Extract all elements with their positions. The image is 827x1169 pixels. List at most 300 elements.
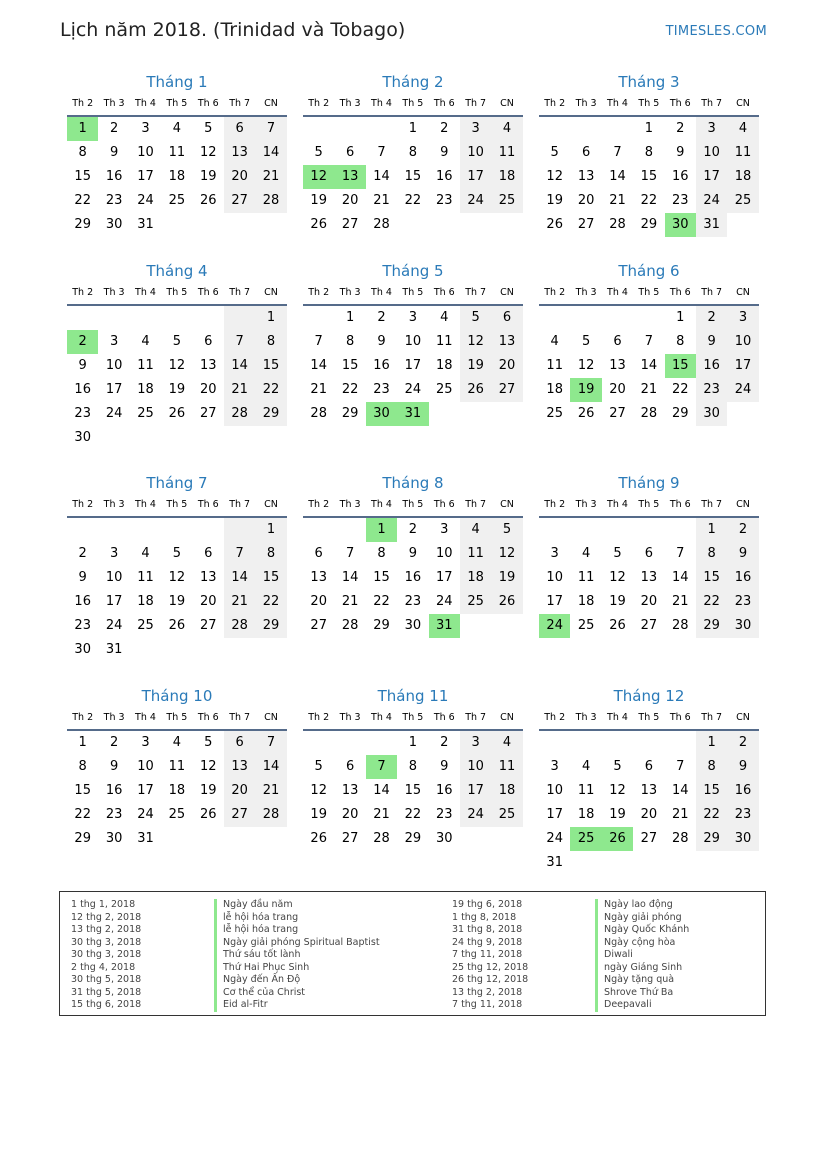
- day-cell[interactable]: 27: [640, 618, 658, 633]
- day-cell[interactable]: 10: [404, 334, 422, 349]
- day-cell[interactable]: 9: [78, 570, 87, 585]
- day-cell[interactable]: 9: [696, 330, 727, 354]
- day-cell[interactable]: 1: [366, 518, 397, 542]
- day-cell[interactable]: 11: [546, 358, 563, 373]
- day-cell[interactable]: 5: [460, 306, 491, 330]
- day-cell[interactable]: 7: [366, 755, 397, 779]
- day-cell[interactable]: 23: [373, 382, 390, 397]
- day-cell[interactable]: 11: [168, 145, 186, 160]
- day-cell[interactable]: 21: [671, 594, 689, 609]
- day-cell[interactable]: 25: [727, 189, 758, 213]
- day-cell[interactable]: 26: [609, 618, 626, 633]
- day-cell[interactable]: 10: [696, 141, 727, 165]
- day-cell[interactable]: 2: [109, 735, 119, 750]
- day-cell[interactable]: 19: [609, 807, 626, 822]
- day-cell[interactable]: 23: [404, 594, 422, 609]
- day-cell[interactable]: 10: [546, 783, 563, 798]
- day-cell[interactable]: 7: [644, 334, 653, 349]
- day-cell[interactable]: 9: [440, 145, 449, 160]
- day-cell[interactable]: 4: [172, 735, 181, 750]
- day-cell[interactable]: 9: [440, 759, 449, 774]
- day-cell[interactable]: 6: [224, 731, 255, 755]
- day-cell[interactable]: 1: [255, 518, 286, 542]
- day-cell[interactable]: 5: [204, 735, 213, 750]
- day-cell[interactable]: 11: [460, 542, 491, 566]
- day-cell[interactable]: 2: [67, 330, 98, 354]
- day-cell[interactable]: 24: [539, 614, 570, 638]
- day-cell[interactable]: 26: [546, 217, 563, 232]
- day-cell[interactable]: 30: [74, 642, 91, 657]
- day-cell[interactable]: 10: [460, 141, 491, 165]
- day-cell[interactable]: 6: [644, 759, 653, 774]
- day-cell[interactable]: 3: [696, 117, 727, 141]
- day-cell[interactable]: 16: [74, 382, 91, 397]
- day-cell[interactable]: 7: [314, 334, 323, 349]
- day-cell[interactable]: 24: [105, 406, 123, 421]
- day-cell[interactable]: 3: [550, 759, 559, 774]
- brand-link[interactable]: TIMESLES.COM: [665, 24, 767, 39]
- day-cell[interactable]: 24: [105, 618, 123, 633]
- day-cell[interactable]: 14: [609, 169, 626, 184]
- day-cell[interactable]: 17: [546, 807, 563, 822]
- day-cell[interactable]: 12: [460, 330, 491, 354]
- day-cell[interactable]: 15: [373, 570, 390, 585]
- day-cell[interactable]: 18: [460, 566, 491, 590]
- day-cell[interactable]: 14: [671, 570, 689, 585]
- day-cell[interactable]: 27: [640, 831, 658, 846]
- day-cell[interactable]: 16: [727, 779, 758, 803]
- day-cell[interactable]: 15: [74, 783, 91, 798]
- day-cell[interactable]: 31: [696, 213, 727, 237]
- day-cell[interactable]: 4: [727, 117, 758, 141]
- day-cell[interactable]: 6: [224, 117, 255, 141]
- day-cell[interactable]: 11: [491, 141, 522, 165]
- day-cell[interactable]: 23: [105, 193, 123, 208]
- day-cell[interactable]: 11: [137, 358, 154, 373]
- day-cell[interactable]: 19: [310, 807, 327, 822]
- day-cell[interactable]: 11: [727, 141, 758, 165]
- day-cell[interactable]: 30: [105, 831, 123, 846]
- day-cell[interactable]: 20: [609, 382, 626, 397]
- day-cell[interactable]: 16: [105, 783, 123, 798]
- day-cell[interactable]: 13: [640, 570, 658, 585]
- day-cell[interactable]: 31: [546, 855, 563, 870]
- day-cell[interactable]: 5: [172, 546, 181, 561]
- day-cell[interactable]: 18: [577, 594, 595, 609]
- day-cell[interactable]: 30: [105, 217, 123, 232]
- day-cell[interactable]: 17: [404, 358, 422, 373]
- day-cell[interactable]: 26: [310, 217, 327, 232]
- day-cell[interactable]: 15: [74, 169, 91, 184]
- day-cell[interactable]: 18: [435, 358, 453, 373]
- day-cell[interactable]: 15: [255, 354, 286, 378]
- day-cell[interactable]: 2: [440, 121, 449, 136]
- day-cell[interactable]: 28: [255, 803, 286, 827]
- day-cell[interactable]: 26: [491, 590, 522, 614]
- day-cell[interactable]: 1: [644, 121, 653, 136]
- day-cell[interactable]: 29: [74, 217, 91, 232]
- day-cell[interactable]: 28: [373, 831, 390, 846]
- day-cell[interactable]: 24: [696, 189, 727, 213]
- day-cell[interactable]: 8: [255, 542, 286, 566]
- day-cell[interactable]: 18: [168, 169, 186, 184]
- day-cell[interactable]: 24: [435, 594, 453, 609]
- day-cell[interactable]: 1: [78, 735, 87, 750]
- day-cell[interactable]: 12: [303, 165, 334, 189]
- day-cell[interactable]: 28: [224, 402, 255, 426]
- day-cell[interactable]: 4: [172, 121, 181, 136]
- day-cell[interactable]: 18: [491, 165, 522, 189]
- day-cell[interactable]: 5: [172, 334, 181, 349]
- day-cell[interactable]: 13: [609, 358, 626, 373]
- day-cell[interactable]: 1: [255, 306, 286, 330]
- day-cell[interactable]: 23: [671, 193, 689, 208]
- day-cell[interactable]: 7: [676, 759, 685, 774]
- day-cell[interactable]: 12: [546, 169, 563, 184]
- day-cell[interactable]: 13: [640, 783, 658, 798]
- day-cell[interactable]: 6: [345, 759, 355, 774]
- day-cell[interactable]: 2: [408, 522, 417, 537]
- day-cell[interactable]: 5: [491, 518, 522, 542]
- day-cell[interactable]: 22: [255, 590, 286, 614]
- day-cell[interactable]: 13: [310, 570, 327, 585]
- day-cell[interactable]: 26: [577, 406, 595, 421]
- day-cell[interactable]: 15: [341, 358, 359, 373]
- day-cell[interactable]: 22: [696, 590, 727, 614]
- day-cell[interactable]: 26: [168, 618, 186, 633]
- day-cell[interactable]: 17: [546, 594, 563, 609]
- day-cell[interactable]: 8: [345, 334, 355, 349]
- day-cell[interactable]: 14: [373, 783, 390, 798]
- day-cell[interactable]: 20: [640, 594, 658, 609]
- day-cell[interactable]: 8: [377, 546, 386, 561]
- day-cell[interactable]: 15: [665, 354, 696, 378]
- day-cell[interactable]: 29: [696, 614, 727, 638]
- day-cell[interactable]: 20: [640, 807, 658, 822]
- day-cell[interactable]: 27: [341, 831, 359, 846]
- day-cell[interactable]: 13: [491, 330, 522, 354]
- day-cell[interactable]: 29: [696, 827, 727, 851]
- day-cell[interactable]: 24: [404, 382, 422, 397]
- day-cell[interactable]: 31: [429, 614, 460, 638]
- day-cell[interactable]: 7: [224, 330, 255, 354]
- day-cell[interactable]: 4: [491, 117, 522, 141]
- day-cell[interactable]: 8: [78, 145, 87, 160]
- day-cell[interactable]: 22: [404, 193, 422, 208]
- day-cell[interactable]: 25: [435, 382, 453, 397]
- day-cell[interactable]: 13: [199, 358, 217, 373]
- day-cell[interactable]: 19: [168, 382, 186, 397]
- day-cell[interactable]: 29: [671, 406, 689, 421]
- day-cell[interactable]: 19: [168, 594, 186, 609]
- day-cell[interactable]: 4: [440, 310, 449, 325]
- day-cell[interactable]: 24: [137, 807, 154, 822]
- day-cell[interactable]: 3: [727, 306, 758, 330]
- day-cell[interactable]: 24: [137, 193, 154, 208]
- day-cell[interactable]: 9: [727, 542, 758, 566]
- day-cell[interactable]: 22: [671, 382, 689, 397]
- day-cell[interactable]: 7: [255, 117, 286, 141]
- day-cell[interactable]: 11: [137, 570, 154, 585]
- day-cell[interactable]: 12: [168, 358, 186, 373]
- day-cell[interactable]: 29: [640, 217, 658, 232]
- day-cell[interactable]: 28: [373, 217, 390, 232]
- day-cell[interactable]: 3: [109, 546, 119, 561]
- day-cell[interactable]: 29: [373, 618, 390, 633]
- day-cell[interactable]: 16: [435, 169, 453, 184]
- day-cell[interactable]: 28: [310, 406, 327, 421]
- day-cell[interactable]: 5: [581, 334, 591, 349]
- day-cell[interactable]: 23: [696, 378, 727, 402]
- day-cell[interactable]: 2: [727, 518, 758, 542]
- day-cell[interactable]: 28: [609, 217, 626, 232]
- day-cell[interactable]: 17: [137, 783, 154, 798]
- day-cell[interactable]: 27: [609, 406, 626, 421]
- day-cell[interactable]: 10: [105, 358, 123, 373]
- day-cell[interactable]: 27: [491, 378, 522, 402]
- day-cell[interactable]: 6: [644, 546, 653, 561]
- day-cell[interactable]: 21: [255, 779, 286, 803]
- day-cell[interactable]: 30: [404, 618, 422, 633]
- day-cell[interactable]: 8: [644, 145, 653, 160]
- day-cell[interactable]: 8: [676, 334, 685, 349]
- day-cell[interactable]: 6: [491, 306, 522, 330]
- day-cell[interactable]: 6: [204, 334, 213, 349]
- day-cell[interactable]: 3: [141, 121, 150, 136]
- day-cell[interactable]: 17: [696, 165, 727, 189]
- day-cell[interactable]: 25: [577, 618, 595, 633]
- day-cell[interactable]: 22: [74, 193, 91, 208]
- day-cell[interactable]: 22: [404, 807, 422, 822]
- day-cell[interactable]: 28: [255, 189, 286, 213]
- day-cell[interactable]: 19: [609, 594, 626, 609]
- day-cell[interactable]: 10: [546, 570, 563, 585]
- day-cell[interactable]: 27: [199, 618, 217, 633]
- day-cell[interactable]: 28: [640, 406, 658, 421]
- day-cell[interactable]: 24: [727, 378, 758, 402]
- day-cell[interactable]: 17: [435, 570, 453, 585]
- day-cell[interactable]: 17: [137, 169, 154, 184]
- day-cell[interactable]: 10: [727, 330, 758, 354]
- day-cell[interactable]: 23: [74, 406, 91, 421]
- day-cell[interactable]: 16: [74, 594, 91, 609]
- day-cell[interactable]: 12: [609, 570, 626, 585]
- day-cell[interactable]: 14: [640, 358, 658, 373]
- day-cell[interactable]: 3: [550, 546, 559, 561]
- day-cell[interactable]: 20: [224, 165, 255, 189]
- day-cell[interactable]: 22: [373, 594, 390, 609]
- day-cell[interactable]: 26: [310, 831, 327, 846]
- day-cell[interactable]: 25: [460, 590, 491, 614]
- day-cell[interactable]: 1: [696, 518, 727, 542]
- day-cell[interactable]: 30: [696, 402, 727, 426]
- day-cell[interactable]: 24: [460, 189, 491, 213]
- day-cell[interactable]: 12: [310, 783, 327, 798]
- day-cell[interactable]: 29: [404, 831, 422, 846]
- day-cell[interactable]: 7: [613, 145, 622, 160]
- day-cell[interactable]: 15: [404, 169, 422, 184]
- day-cell[interactable]: 5: [613, 759, 622, 774]
- day-cell[interactable]: 24: [546, 831, 563, 846]
- day-cell[interactable]: 17: [460, 779, 491, 803]
- day-cell[interactable]: 19: [199, 169, 217, 184]
- day-cell[interactable]: 10: [460, 755, 491, 779]
- day-cell[interactable]: 6: [613, 334, 622, 349]
- day-cell[interactable]: 14: [255, 755, 286, 779]
- day-cell[interactable]: 17: [105, 382, 123, 397]
- day-cell[interactable]: 9: [676, 145, 685, 160]
- day-cell[interactable]: 2: [109, 121, 119, 136]
- day-cell[interactable]: 13: [341, 783, 359, 798]
- day-cell[interactable]: 11: [577, 570, 595, 585]
- day-cell[interactable]: 15: [404, 783, 422, 798]
- day-cell[interactable]: 28: [224, 614, 255, 638]
- day-cell[interactable]: 11: [577, 783, 595, 798]
- day-cell[interactable]: 10: [105, 570, 123, 585]
- day-cell[interactable]: 4: [141, 334, 150, 349]
- day-cell[interactable]: 5: [613, 546, 622, 561]
- day-cell[interactable]: 30: [665, 213, 696, 237]
- day-cell[interactable]: 3: [460, 117, 491, 141]
- day-cell[interactable]: 7: [255, 731, 286, 755]
- day-cell[interactable]: 8: [408, 145, 417, 160]
- day-cell[interactable]: 23: [727, 590, 758, 614]
- day-cell[interactable]: 19: [491, 566, 522, 590]
- day-cell[interactable]: 29: [341, 406, 359, 421]
- day-cell[interactable]: 2: [440, 735, 449, 750]
- day-cell[interactable]: 18: [491, 779, 522, 803]
- day-cell[interactable]: 13: [224, 141, 255, 165]
- day-cell[interactable]: 7: [676, 546, 685, 561]
- day-cell[interactable]: 21: [640, 382, 658, 397]
- day-cell[interactable]: 27: [310, 618, 327, 633]
- day-cell[interactable]: 17: [105, 594, 123, 609]
- day-cell[interactable]: 21: [373, 193, 390, 208]
- day-cell[interactable]: 25: [168, 193, 186, 208]
- day-cell[interactable]: 6: [314, 546, 323, 561]
- day-cell[interactable]: 2: [676, 121, 685, 136]
- day-cell[interactable]: 3: [141, 735, 150, 750]
- day-cell[interactable]: 19: [310, 193, 327, 208]
- day-cell[interactable]: 26: [199, 193, 217, 208]
- day-cell[interactable]: 2: [727, 731, 758, 755]
- day-cell[interactable]: 28: [671, 831, 689, 846]
- day-cell[interactable]: 12: [491, 542, 522, 566]
- day-cell[interactable]: 12: [577, 358, 595, 373]
- day-cell[interactable]: 20: [577, 193, 595, 208]
- day-cell[interactable]: 27: [341, 217, 359, 232]
- day-cell[interactable]: 27: [224, 189, 255, 213]
- day-cell[interactable]: 3: [109, 334, 119, 349]
- day-cell[interactable]: 30: [74, 430, 91, 445]
- day-cell[interactable]: 9: [109, 145, 119, 160]
- day-cell[interactable]: 26: [602, 827, 633, 851]
- day-cell[interactable]: 26: [460, 378, 491, 402]
- day-cell[interactable]: 15: [696, 779, 727, 803]
- day-cell[interactable]: 23: [74, 618, 91, 633]
- day-cell[interactable]: 25: [137, 406, 154, 421]
- day-cell[interactable]: 3: [440, 522, 449, 537]
- day-cell[interactable]: 20: [341, 807, 359, 822]
- day-cell[interactable]: 31: [137, 831, 154, 846]
- day-cell[interactable]: 24: [460, 803, 491, 827]
- day-cell[interactable]: 4: [491, 731, 522, 755]
- day-cell[interactable]: 3: [408, 310, 417, 325]
- day-cell[interactable]: 16: [404, 570, 422, 585]
- day-cell[interactable]: 16: [435, 783, 453, 798]
- day-cell[interactable]: 20: [310, 594, 327, 609]
- day-cell[interactable]: 2: [78, 546, 87, 561]
- day-cell[interactable]: 20: [199, 594, 217, 609]
- day-cell[interactable]: 31: [137, 217, 154, 232]
- day-cell[interactable]: 18: [727, 165, 758, 189]
- day-cell[interactable]: 14: [341, 570, 359, 585]
- day-cell[interactable]: 30: [727, 827, 758, 851]
- day-cell[interactable]: 3: [460, 731, 491, 755]
- day-cell[interactable]: 16: [727, 566, 758, 590]
- day-cell[interactable]: 16: [373, 358, 390, 373]
- day-cell[interactable]: 19: [199, 783, 217, 798]
- day-cell[interactable]: 8: [78, 759, 87, 774]
- day-cell[interactable]: 9: [109, 759, 119, 774]
- day-cell[interactable]: 22: [696, 803, 727, 827]
- day-cell[interactable]: 28: [671, 618, 689, 633]
- day-cell[interactable]: 20: [199, 382, 217, 397]
- day-cell[interactable]: 4: [460, 518, 491, 542]
- day-cell[interactable]: 26: [199, 807, 217, 822]
- day-cell[interactable]: 9: [377, 334, 386, 349]
- day-cell[interactable]: 9: [408, 546, 417, 561]
- day-cell[interactable]: 18: [577, 807, 595, 822]
- day-cell[interactable]: 21: [224, 378, 255, 402]
- day-cell[interactable]: 2: [377, 310, 386, 325]
- day-cell[interactable]: 16: [105, 169, 123, 184]
- day-cell[interactable]: 25: [491, 803, 522, 827]
- day-cell[interactable]: 31: [105, 642, 123, 657]
- day-cell[interactable]: 27: [224, 803, 255, 827]
- day-cell[interactable]: 13: [577, 169, 595, 184]
- day-cell[interactable]: 17: [460, 165, 491, 189]
- day-cell[interactable]: 10: [137, 759, 154, 774]
- day-cell[interactable]: 20: [224, 779, 255, 803]
- day-cell[interactable]: 4: [550, 334, 559, 349]
- day-cell[interactable]: 23: [435, 807, 453, 822]
- day-cell[interactable]: 4: [581, 546, 591, 561]
- day-cell[interactable]: 25: [137, 618, 154, 633]
- day-cell[interactable]: 19: [570, 378, 601, 402]
- day-cell[interactable]: 6: [204, 546, 213, 561]
- day-cell[interactable]: 7: [345, 546, 355, 561]
- day-cell[interactable]: 22: [74, 807, 91, 822]
- day-cell[interactable]: 5: [314, 145, 323, 160]
- day-cell[interactable]: 29: [74, 831, 91, 846]
- day-cell[interactable]: 30: [366, 402, 397, 426]
- day-cell[interactable]: 9: [727, 755, 758, 779]
- day-cell[interactable]: 5: [204, 121, 213, 136]
- day-cell[interactable]: 1: [408, 735, 417, 750]
- day-cell[interactable]: 22: [640, 193, 658, 208]
- day-cell[interactable]: 1: [345, 310, 355, 325]
- day-cell[interactable]: 26: [168, 406, 186, 421]
- day-cell[interactable]: 4: [581, 759, 591, 774]
- day-cell[interactable]: 15: [640, 169, 658, 184]
- day-cell[interactable]: 1: [67, 117, 98, 141]
- day-cell[interactable]: 6: [345, 145, 355, 160]
- day-cell[interactable]: 1: [676, 310, 685, 325]
- day-cell[interactable]: 21: [255, 165, 286, 189]
- day-cell[interactable]: 30: [435, 831, 453, 846]
- day-cell[interactable]: 4: [141, 546, 150, 561]
